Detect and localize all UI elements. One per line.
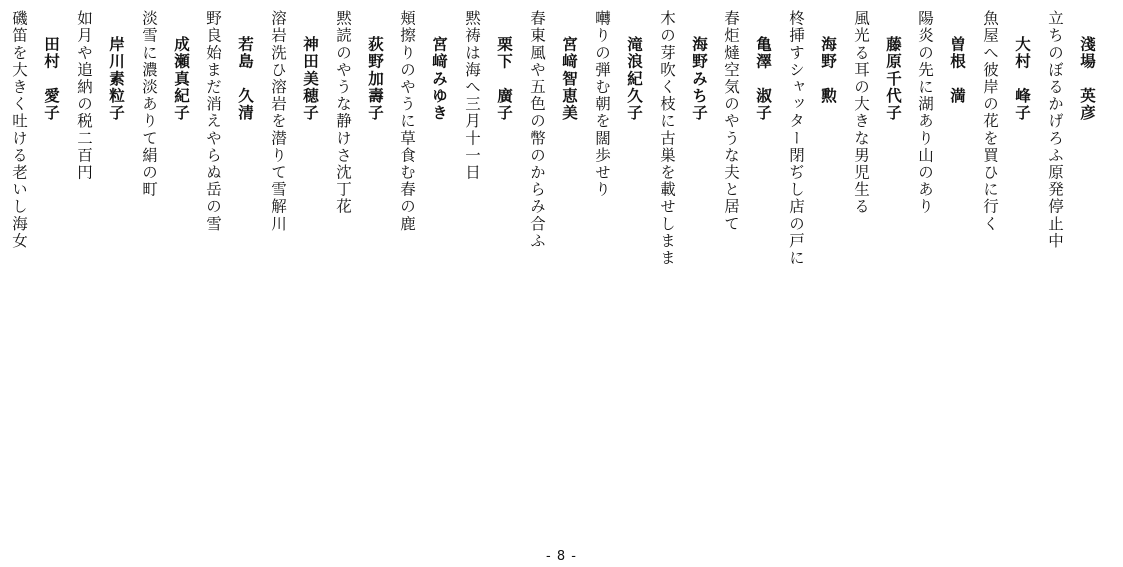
haiku-entry — [516, 10, 580, 450]
haiku-entry — [257, 10, 321, 450]
haiku-entry — [451, 10, 515, 450]
haiku-verse: 春炬燵空気のやうな夫と居て — [722, 10, 740, 233]
haiku-entry — [0, 10, 62, 450]
haiku-entry — [322, 10, 386, 450]
haiku-verse: 溶岩洗ひ溶岩を潜りて雪解川 — [269, 10, 287, 233]
haiku-verse: 立ちのぼるかげろふ原発停止中 — [1046, 10, 1064, 250]
haiku-verse: 黙読のやうな静けさ沈丁花 — [334, 10, 352, 216]
haiku-verse: 淡雪に濃淡ありて絹の町 — [140, 10, 158, 199]
poet-name: 滝浪紀久子 — [625, 36, 643, 122]
poet-name: 大村 峰子 — [1013, 36, 1031, 122]
haiku-verse: 囀りの弾む朝を闊歩せり — [593, 10, 611, 199]
haiku-entry — [581, 10, 645, 450]
poet-name: 曽根 満 — [948, 36, 966, 105]
haiku-entry — [904, 10, 968, 450]
haiku-verse: 陽炎の先に湖あり山のあり — [916, 10, 934, 216]
haiku-entry — [192, 10, 256, 450]
haiku-verse: 黙祷は海へ三月十一日 — [463, 10, 481, 181]
poet-name: 田村 愛子 — [42, 36, 60, 122]
haiku-verse: 如月や追納の税二百円 — [75, 10, 93, 181]
haiku-verse: 頬擦りのやうに草食む春の鹿 — [398, 10, 416, 233]
haiku-entry — [840, 10, 904, 450]
poet-name: 神田美穂子 — [301, 36, 319, 122]
haiku-verse: 魚屋へ彼岸の花を買ひに行く — [981, 10, 999, 233]
haiku-entry — [63, 10, 127, 450]
haiku-verse: 風光る耳の大きな男児生る — [852, 10, 870, 216]
poet-name: 海野みち子 — [690, 36, 708, 122]
poet-name: 荻野加壽子 — [366, 36, 384, 122]
haiku-verse: 磯笛を大きく吐ける老いし海女 — [10, 10, 28, 250]
poet-name: 岸川素粒子 — [107, 36, 125, 122]
haiku-entry — [646, 10, 710, 450]
poet-name: 成瀬真紀子 — [172, 36, 190, 122]
haiku-verse: 柊挿すシャッター閉ぢし店の戸に — [787, 10, 805, 267]
page-number: - 8 - — [546, 549, 577, 564]
haiku-entry — [386, 10, 450, 450]
poet-name: 宮﨑みゆき — [430, 36, 448, 122]
poet-name: 亀澤 淑子 — [754, 36, 772, 122]
poet-name: 若島 久清 — [236, 36, 254, 122]
haiku-verse: 野良始まだ消えやらぬ岳の雪 — [204, 10, 222, 233]
haiku-entry — [710, 10, 774, 450]
poet-name: 淺場 英彦 — [1078, 36, 1096, 122]
haiku-entry — [128, 10, 192, 450]
haiku-verse: 春東風や五色の幣のからみ合ふ — [528, 10, 546, 250]
haiku-entry — [969, 10, 1033, 450]
poet-name: 藤原千代子 — [884, 36, 902, 122]
poet-name: 宮﨑智恵美 — [560, 36, 578, 122]
poet-name: 海野 勲 — [819, 36, 837, 105]
haiku-entry — [775, 10, 839, 450]
haiku-entry — [1034, 10, 1098, 450]
haiku-verse: 木の芽吹く枝に古巣を載せしまま — [658, 10, 676, 267]
poet-name: 栗下 廣子 — [495, 36, 513, 122]
